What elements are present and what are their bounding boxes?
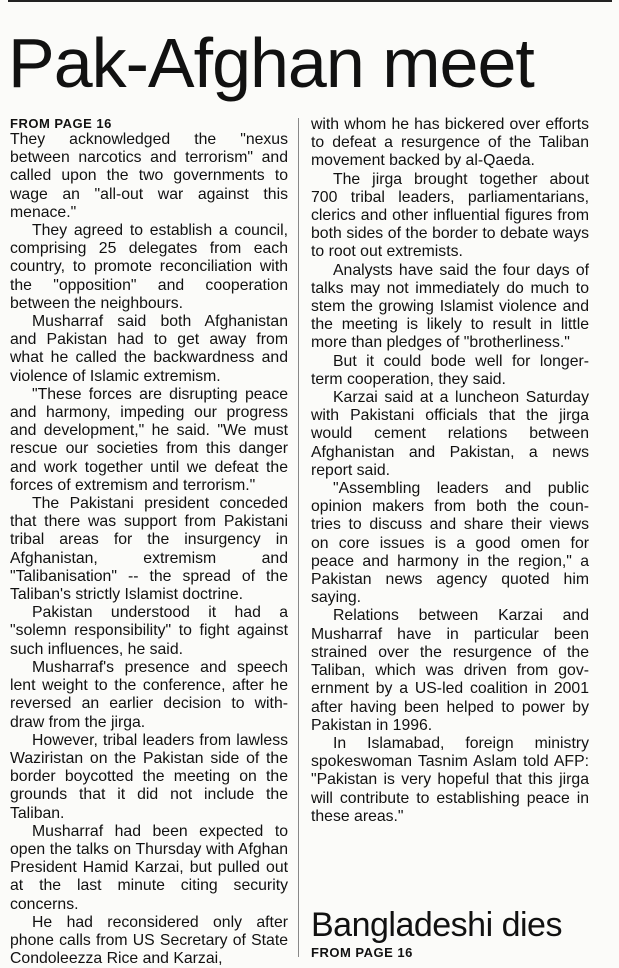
paragraph: He had reconsidered only after phone calls from US Secretary of State Condoleezza Rice and Karzai, bbox=[10, 913, 288, 968]
paragraph: Musharraf's presence and speech lent weight to the conference, after he reversed an earlier decision to with-draw from the jirga. bbox=[10, 658, 288, 731]
paragraph: Analysts have said the four days of talks may not immediately do much to stem the growing Islamist violence and the meeting is likely to result in little more than pledges of "brotherliness." bbox=[311, 261, 589, 352]
paragraph: The Pakistani president conceded that there was support from Pakistani tribal areas for the insurgency in Afghanistan, extremism and "Talibanisation" -- the spread of the Taliban's strictly Islamist doctrine. bbox=[10, 495, 288, 604]
paragraph: But it could bode well for longer-term cooperation, they said. bbox=[311, 352, 589, 388]
paragraph: Musharraf had been expected to open the talks on Thursday with Afghan President Hamid Karzai, but pulled out at the last minute citing security concerns. bbox=[10, 822, 288, 913]
paragraph: Pakistan understood it had a "solemn responsibility" to fight against such influences, he said. bbox=[10, 604, 288, 658]
paragraph: They agreed to establish a council, comprising 25 delegates from each country, to promote reconciliation with the "opposition" and cooperation between the neighbours. bbox=[10, 222, 288, 312]
paragraph: The jirga brought together about 700 tribal leaders, parliamentarians, clerics and other influential figures from both sides of the border to debate ways to root out extremists. bbox=[311, 170, 589, 261]
paragraph: In Islamabad, foreign ministry spokeswoman Tasnim Aslam told AFP: "Pakistan is very hopeful that this jirga will contribute to establishing peace in these areas." bbox=[311, 734, 589, 825]
paragraph: Karzai said at a luncheon Saturday with Pakistani officials that the jirga would cement relations between Afghanistan and Pakistan, a news report said. bbox=[311, 389, 589, 479]
right-column bbox=[311, 116, 589, 826]
paragraph: However, tribal leaders from lawless Waziristan on the Pakistan side of the border boycotted the meeting on the grounds that it did not include the Taliban. bbox=[10, 731, 288, 822]
paragraph: with whom he has bickered over efforts to defeat a resurgence of the Taliban movement backed by al-Qaeda. bbox=[311, 116, 589, 170]
next-article-headline: Bangladeshi dies bbox=[311, 906, 562, 944]
paragraph: Musharraf said both Afghanistan and Pakistan had to get away from what he called the backwardness and violence of Islamic extremism. bbox=[10, 313, 288, 385]
next-article-continued-from: FROM PAGE 16 bbox=[311, 945, 413, 960]
paragraph: They acknowledged the "nexus between narcotics and terrorism" and called upon the two governments to wage an "all-out war against this menace." bbox=[10, 131, 288, 221]
continued-from-label: FROM PAGE 16 bbox=[10, 116, 112, 131]
column-divider bbox=[298, 118, 299, 957]
paragraph: Relations between Karzai and Musharraf have in particular been strained over the resurgence of the Taliban, which was driven from gov-ernment by a US-led coalition in 2001 after having been helped to power by Pakistan in 1996. bbox=[311, 607, 589, 734]
paragraph: "Assembling leaders and public opinion makers from both the coun-tries to discuss and share their views on core issues is a good omen for peace and harmony in the region," a Pakistan news agency quoted him saying. bbox=[311, 480, 589, 607]
left-column bbox=[10, 116, 288, 968]
article-headline: Pak-Afghan meet bbox=[8, 24, 534, 102]
paragraph: "These forces are disrupting peace and harmony, impeding our progress and development," he said. "We must rescue our societies from this danger and work together until we defeat the forces of extremism and terrorism." bbox=[10, 385, 288, 494]
top-rule bbox=[8, 0, 612, 2]
